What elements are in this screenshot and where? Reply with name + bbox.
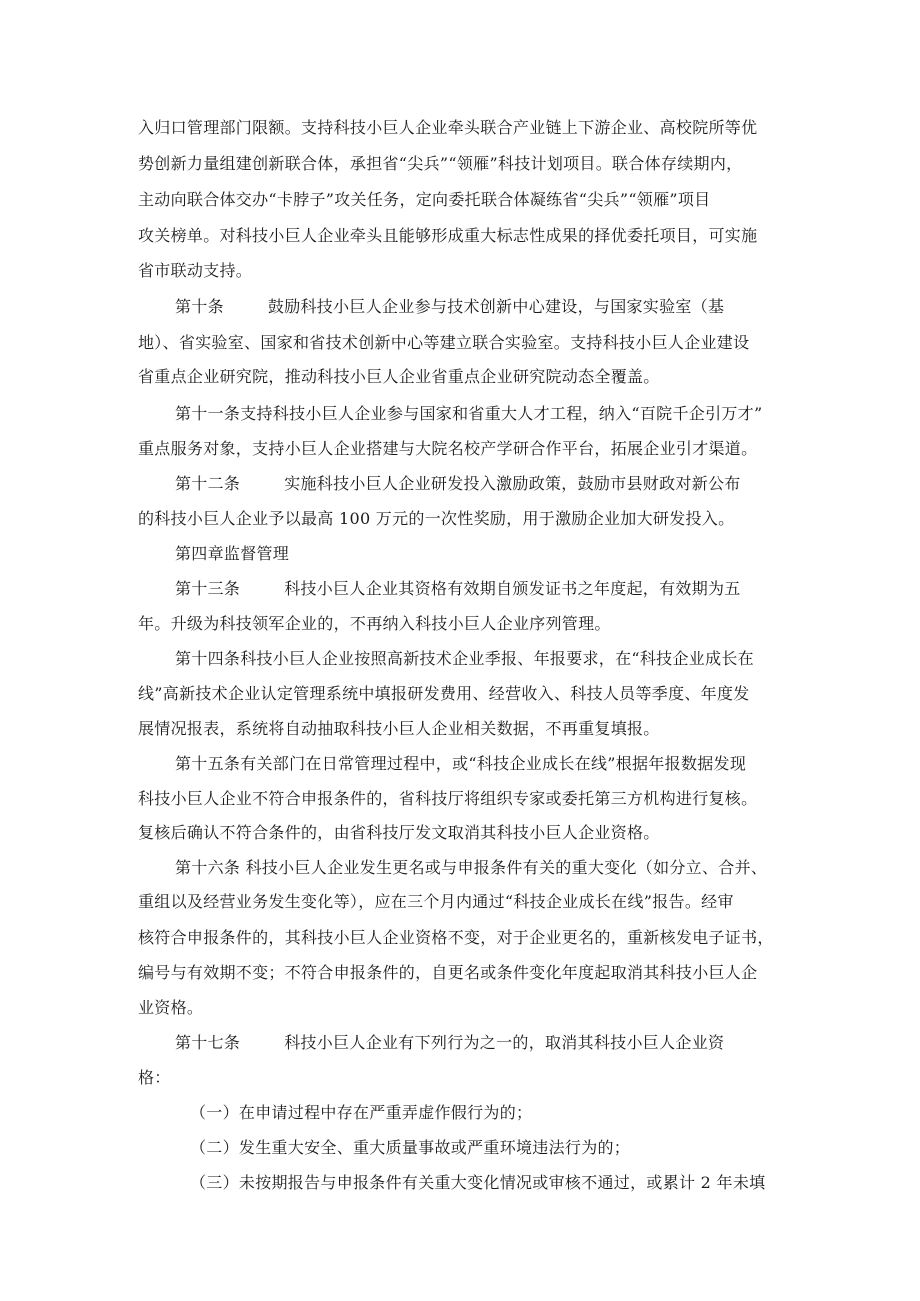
article-first-line — [175, 578, 741, 600]
text-line: 展情况报表，系统将自动抽取科技小巨人企业相关数据，不再重复填报。 — [138, 719, 660, 738]
text-line: 攻关榜单。对科技小巨人企业牵头且能够形成重大标志性成果的择优委托项目，可实施 — [138, 226, 758, 245]
text-line: 地）、省实验室、国家和省技术创新中心等建立联合实验室。支持科技小巨人企业建设 — [138, 333, 750, 352]
text-line: 势创新力量组建创新联合体，承担省“尖兵”“领雁”科技计划项目。联合体存续期内， — [138, 154, 743, 173]
list-item: （一）在申请过程中存在严重弄虚作假行为的； — [190, 1103, 533, 1122]
text-line: 业资格。 — [138, 998, 204, 1017]
text-line: 年。升级为科技领军企业的，不再纳入科技小巨人企业序列管理。 — [138, 614, 611, 633]
article-first-line — [175, 296, 724, 318]
article-text: 科技小巨人企业其资格有效期自颁发证书之年度起，有效期为五 — [284, 579, 741, 598]
text-line: 编号与有效期不变；不符合申报条件的，自更名或条件变化年度起取消其科技小巨人企 — [138, 963, 758, 982]
text-line: 的科技小巨人企业予以最高 100 万元的一次性奖励，用于激励企业加大研发投入。 — [138, 509, 735, 528]
article-first-line: 第十五条有关部门在日常管理过程中，或“科技企业成长在线”根据年报数据发现 — [175, 754, 747, 773]
article-first-line — [175, 473, 741, 495]
list-item: （二）发生重大安全、重大质量事故或严重环境违法行为的； — [190, 1138, 631, 1157]
article-first-line: 第十一条支持科技小巨人企业参与国家和省重大人才工程，纳入“百院千企引万才” — [175, 404, 763, 423]
list-item: （三）未按期报告与申报条件有关重大变化情况或审核不通过，或累计 2 年未填 — [190, 1173, 766, 1192]
text-line: 重点服务对象，支持小巨人企业搭建与大院名校产学研合作平台，拓展企业引才渠道。 — [138, 439, 758, 458]
article-first-line: 第十四条科技小巨人企业按照高新技术企业季报、年报要求，在“科技企业成长在 — [175, 649, 754, 668]
text-line: 线”高新技术企业认定管理系统中填报研发费用、经营收入、科技人员等季度、年度发 — [138, 684, 750, 703]
text-line: 入归口管理部门限额。支持科技小巨人企业牵头联合产业链上下游企业、高校院所等优 — [138, 118, 758, 137]
text-line: 省重点企业研究院，推动科技小巨人企业省重点企业研究院动态全覆盖。 — [138, 367, 660, 386]
text-line: 省市联动支持。 — [138, 261, 253, 280]
article-number: 第十三条 — [175, 579, 241, 598]
text-line: 重组以及经营业务发生变化等），应在三个月内通过“科技企业成长在线”报告。经审 — [138, 892, 734, 911]
text-line: 核符合申报条件的，其科技小巨人企业资格不变，对于企业更名的，重新核发电子证书， — [138, 928, 774, 947]
text-line: 格： — [138, 1068, 171, 1087]
article-first-line: 第十六条 科技小巨人企业发生更名或与申报条件有关的重大变化（如分立、合并、 — [175, 858, 768, 877]
article-number: 第十二条 — [175, 474, 241, 493]
article-first-line — [175, 1032, 724, 1054]
article-text: 科技小巨人企业有下列行为之一的，取消其科技小巨人企业资 — [284, 1033, 725, 1052]
text-line: 复核后确认不符合条件的，由省科技厅发文取消其科技小巨人企业资格。 — [138, 823, 660, 842]
chapter-heading: 第四章监督管理 — [175, 544, 290, 563]
article-text: 实施科技小巨人企业研发投入激励政策，鼓励市县财政对新公布 — [284, 474, 741, 493]
article-number: 第十七条 — [175, 1033, 241, 1052]
text-line: 科技小巨人企业不符合申报条件的，省科技厅将组织专家或委托第三方机构进行复核。 — [138, 789, 758, 808]
text-line: 主动向联合体交办“卡脖子”攻关任务，定向委托联合体凝练省“尖兵”“领雁”项目 — [138, 190, 711, 209]
article-text: 鼓励科技小巨人企业参与技术创新中心建设，与国家实验室（基 — [267, 297, 725, 316]
article-number: 第十条 — [175, 297, 224, 316]
